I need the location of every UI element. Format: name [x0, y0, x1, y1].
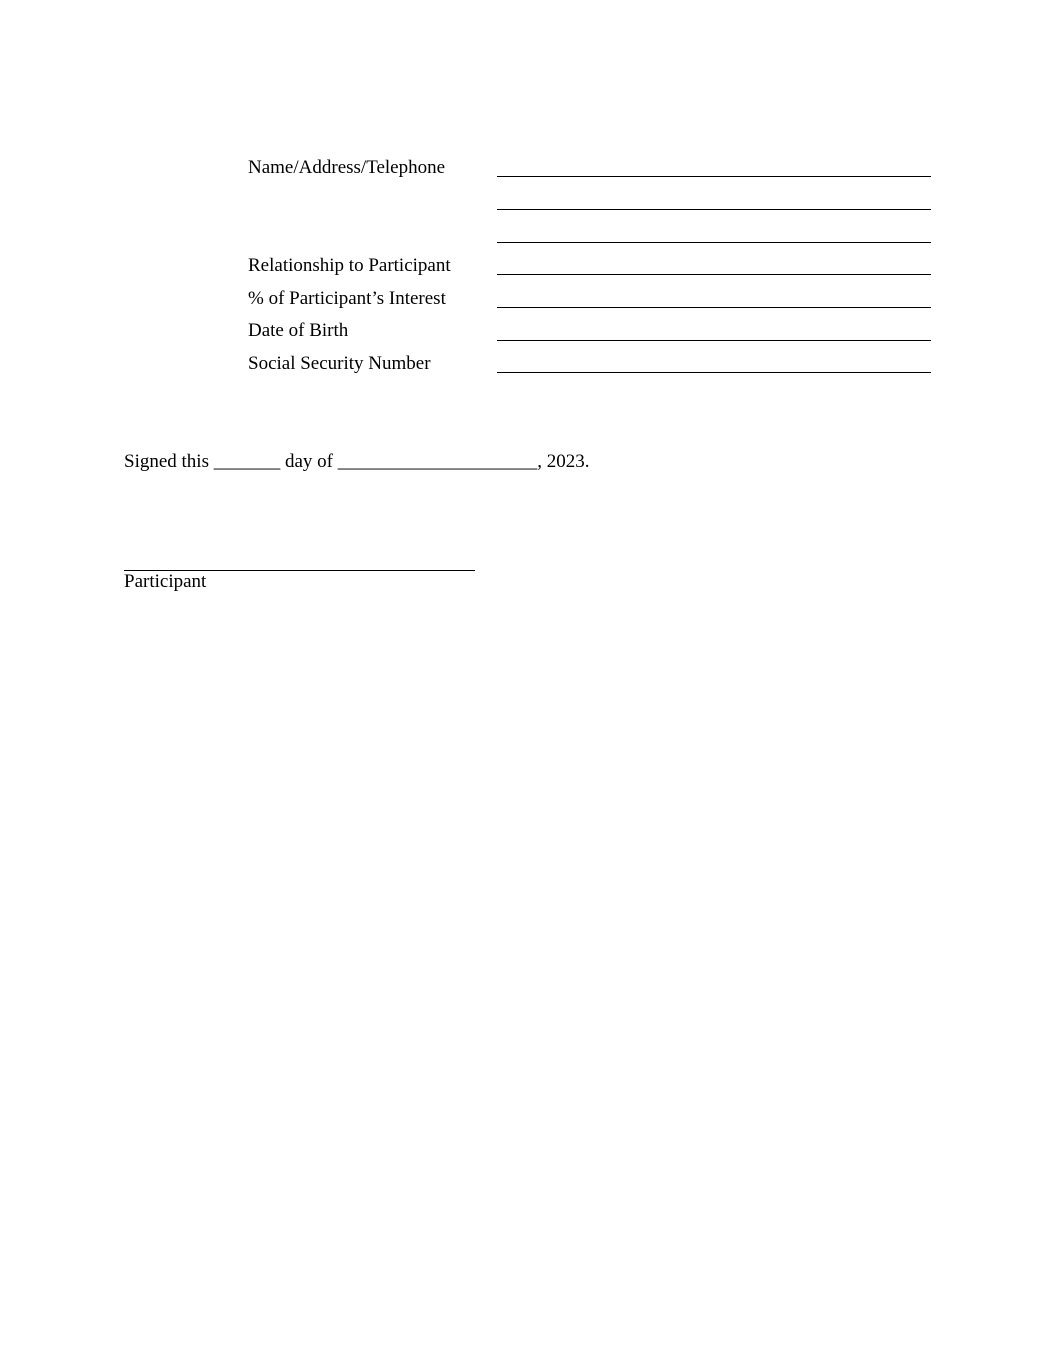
- signed-date-line: Signed this _______ day of _____________________, 2023.: [124, 451, 590, 472]
- ssn-line[interactable]: [497, 372, 931, 373]
- interest-percent-label: % of Participant’s Interest: [248, 288, 446, 309]
- name-address-telephone-label: Name/Address/Telephone: [248, 157, 446, 178]
- telephone-line-3[interactable]: [497, 242, 931, 243]
- date-of-birth-label: Date of Birth: [248, 320, 349, 341]
- date-of-birth-line[interactable]: [497, 340, 931, 341]
- name-line-1[interactable]: [497, 176, 931, 177]
- relationship-label: Relationship to Participant: [248, 255, 451, 276]
- ssn-label: Social Security Number: [248, 353, 431, 374]
- address-line-2[interactable]: [497, 209, 931, 210]
- relationship-line[interactable]: [497, 274, 931, 275]
- participant-label: Participant: [124, 571, 207, 592]
- interest-percent-line[interactable]: [497, 307, 931, 308]
